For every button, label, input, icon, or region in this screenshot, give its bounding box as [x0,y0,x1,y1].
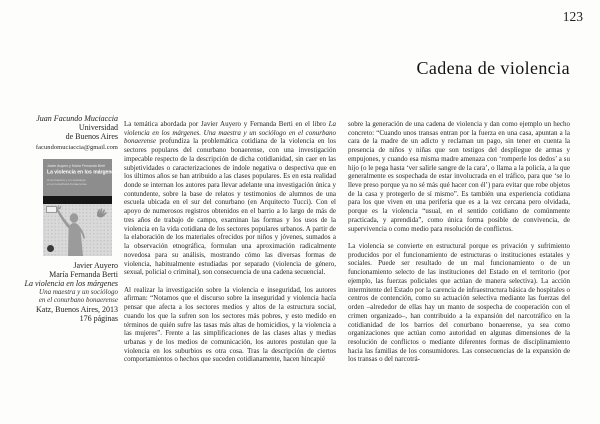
book-cover-black-band [43,196,112,204]
sidebar [0,114,118,323]
book-cover-header [43,159,118,196]
paragraph: sobre la generación de una cadena de violencia y dan como ejemplo un hecho concreto: “Cuando unos transas entran por la fuerza en una casa, apuntan a la cara de la madre de un adicto y reclaman un pago, sin tener en cuenta la presencia de niños y niñas que son testigos del despliegue de armas y empujones, y cuando esa misma madre amenaza con ‘romperle los dedos’ a su hijo (o le pega hasta ‘ver salirle sangre de la cara’, o llama a la policía, a la que generalmente es sospechada de estar involucrada en el tráfico, para que ‘se lo lleve preso porque ya no sé más qué hacer con él’) para evitar que robe objetos de la casa y protegerlo de sí mismo”. Es también una experiencia cotidiana para los que viven en una periferia que es a la vez cercana pero olvidada, porque es la violencia “usual, en el sentido cotidiano de comúnmente practicada, y aprendida”, como única forma posible de convivencia, de supervivencia o como medio para resolución de conflictos. [348,120,570,233]
book-cover-subtitle-line2: en el conurbano bonaerense [47,182,87,187]
reviewer-email: facundomuciaccia@gmail.com [35,143,118,151]
cover-corner-label [46,206,57,213]
book-cover-title: La violencia en los márgenes [47,169,118,175]
citation-pages: 176 páginas [79,313,118,323]
citation-author2: María Fernanda Berti [49,270,118,280]
article-column-right [348,120,570,373]
citation-book-title: La violencia en los márgenes [24,279,118,289]
reviewer-name: Juan Facundo Muciaccia [36,114,118,123]
book-citation [0,261,118,323]
article-column-left [124,120,336,373]
citation-book-subtitle-line2: en el conurbano bonaerense [38,296,118,305]
citation-author1: Javier Auyero [73,261,118,271]
book-cover-image [43,159,118,256]
reviewer-affiliation-line1: Universidad [78,123,118,133]
book-cover-photo [43,204,112,256]
page-title: Cadena de violencia [416,58,570,78]
citation-publisher: Katz, Buenos Aires, 2013 [36,304,118,314]
page-number: 123 [562,9,583,24]
citation-book-subtitle-line1: Una maestra y un sociólogo [39,288,118,297]
book-cover-authors: Javier Auyero y María Fernanda Berti [47,164,105,168]
katz-publisher-logo-icon [47,245,54,252]
paragraph: Al realizar la investigación sobre la violencia e inseguridad, los autores afirman: “Notamos que el discurso sobre la inseguridad y violencia hacía pensar que afecta a los sectores medios y altos de la estructura social, cuando los que la sufren son los sectores más pobres, y esto medido en términos de quién sufre las tasas más altas de homicidios, y la violencia a las mujeres”. Frente a las simplificaciones de las clases altas y medias urbanas y de los medios de comunicación, los autores postulan que la violencia en los suburbios es otra cosa. Tras la descripción de ciertos comportamientos o hechos que suceden cotidianamente, hacen hincapié [124,285,336,364]
paragraph: La temática abordada por Javier Auyero y Fernanda Berti en el libro La violencia en los márgenes. Una maestra y un sociólogo en el conurbano bonaerense profundiza la problemática cotidiana de la violencia en los sectores populares del conurbano bonaerense, con una investigación impecable respecto de la descripción de dicha cotidianidad, sin caer en las subjetividades o caracterizaciones de índole negativa o despectiva que en los últimos años se han atribuido a las clases populares. Es en esta realidad donde se internan los autores para llevar adelante una investigación única y contundente, sobre la base de relatos y testimonios de alumnos de una escuela ubicada en el sur del conurbano (en Arquitecto Tucci). Con el apoyo de numerosos registros obtenidos en el barrio a lo largo de más de tres años de trabajo de campo, examinan las formas y los usos de la violencia en la vida cotidiana de los sectores populares urbanos. A partir de la elaboración de los materiales ofrecidos por niños y jóvenes, sumados a la observación etnográfica, formulan una aproximación radicalmente novedosa para su análisis, mostrando cómo las diversas formas de violencia, habitualmente estudiadas por separado (violencia de género, sexual, policial o criminal), son consecuencia de una cadena secuencial. [124,120,336,277]
paragraph: La violencia se convierte en estructural porque es privación y sufrimiento producidos por el funcionamiento de estructuras o instituciones estatales y sociales. Puede ser resultado de un mal funcionamiento o de un funcionamiento selecto de las instituciones del Estado en el territorio (por ejemplo, las fuerzas policiales que actúan de manera selectiva). La acción intermitente del Estado por la carencia de infraestructura básica de hospitales o centros de contención, como su actuación selectiva mediante las fuerzas del orden –alrededor de ellas hay un manto de sospecha de cooperación con el crimen organizado–, han contribuido a la expansión del narcotráfico en la cotidianidad de los barrios del conurbano bonaerense, ya sea como organizaciones que actúan como autoridad en algunas dimensiones de la resolución de conflictos o mediante diferentes formas de disciplinamiento hacia las familias de los consumidores. Las consecuencias de la expansión de los transas o del narcotrá- [348,242,570,364]
book-cover-subtitle-line1: Una maestra y un sociólogo [47,178,86,182]
reviewer-affiliation-line2: de Buenos Aires [65,132,118,142]
